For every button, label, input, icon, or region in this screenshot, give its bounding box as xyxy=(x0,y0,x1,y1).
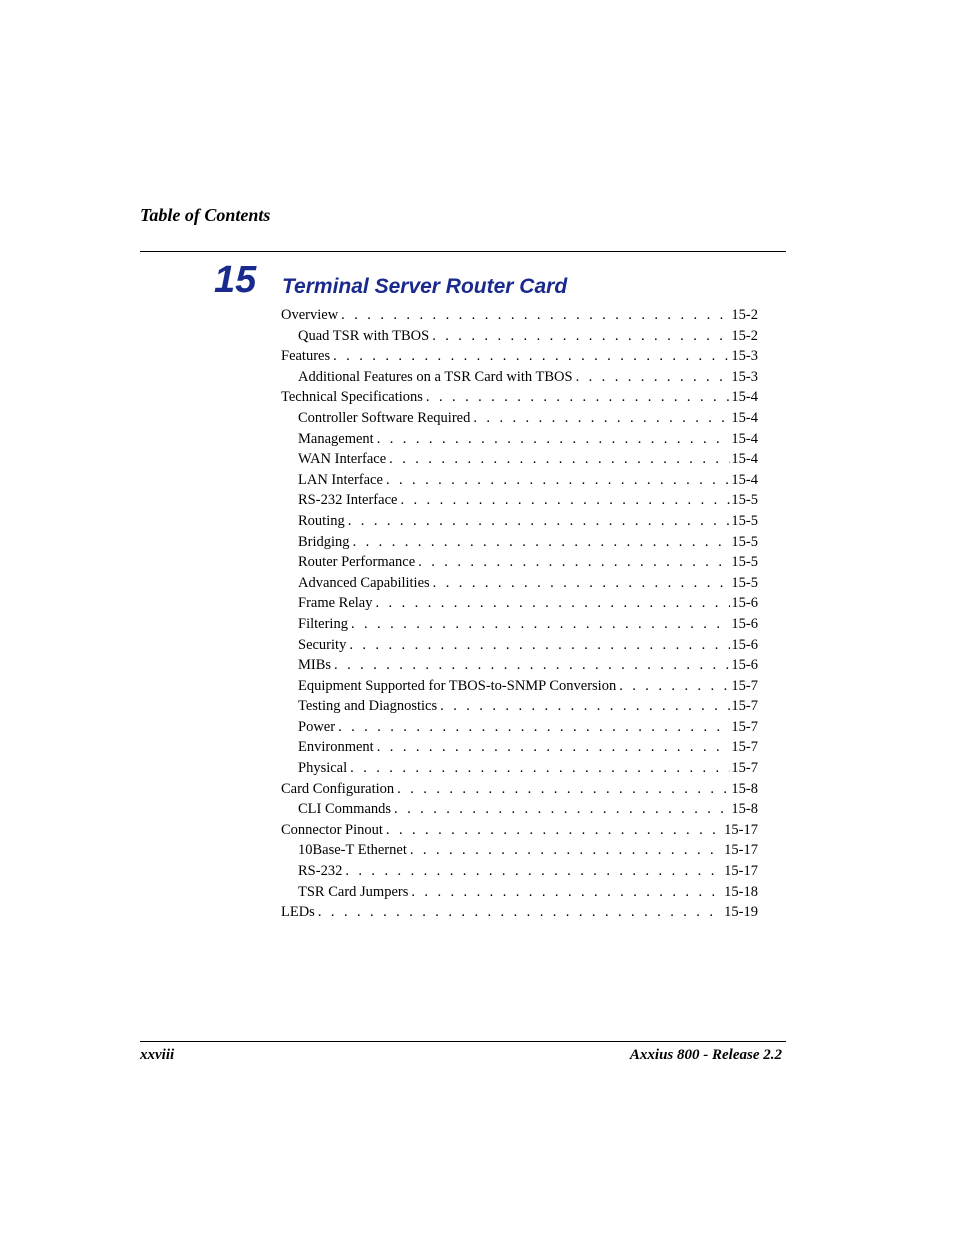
running-head: Table of Contents xyxy=(140,205,271,225)
toc-entry-page: 15-4 xyxy=(731,430,758,447)
toc-entry-page: 15-8 xyxy=(731,780,758,797)
footer-rule xyxy=(140,1041,786,1042)
toc-entry-label: Router Performance xyxy=(298,554,416,571)
toc-entry-page: 15-5 xyxy=(731,512,758,529)
toc-entry-label: Connector Pinout xyxy=(281,821,383,838)
toc-dot-leader xyxy=(350,758,730,779)
toc-dot-leader xyxy=(411,882,723,903)
toc-entry-label: Additional Features on a TSR Card with TBOS xyxy=(298,368,573,385)
toc-entry-page: 15-5 xyxy=(731,492,758,509)
toc-entry[interactable] xyxy=(281,387,758,408)
toc-dot-leader xyxy=(377,429,731,450)
toc-entry[interactable] xyxy=(281,902,758,923)
toc-entry-label: Advanced Capabilities xyxy=(298,574,430,591)
toc-entry[interactable] xyxy=(281,573,758,594)
toc-entry[interactable] xyxy=(281,449,758,470)
toc-entry-label: Card Configuration xyxy=(281,780,395,797)
toc-entry[interactable] xyxy=(281,614,758,635)
toc-entry[interactable] xyxy=(281,676,758,697)
toc-entry[interactable] xyxy=(281,779,758,800)
toc-entry-page: 15-4 xyxy=(731,409,758,426)
toc-entry-label: Security xyxy=(298,636,347,653)
toc-entry[interactable] xyxy=(281,593,758,614)
toc-dot-leader xyxy=(394,799,730,820)
toc-entry-page: 15-17 xyxy=(724,842,758,859)
toc-dot-leader xyxy=(397,779,730,800)
toc-entry[interactable] xyxy=(281,532,758,553)
toc-entry-page: 15-7 xyxy=(731,677,758,694)
toc-entry-label: Frame Relay xyxy=(298,595,373,612)
toc-entry[interactable] xyxy=(281,429,758,450)
toc-dot-leader xyxy=(333,346,730,367)
toc-entry[interactable] xyxy=(281,408,758,429)
toc-dot-leader xyxy=(410,840,723,861)
toc-entry[interactable] xyxy=(281,840,758,861)
toc-entry-label: Management xyxy=(298,430,374,447)
toc-entry-page: 15-19 xyxy=(724,904,758,921)
toc-entry[interactable] xyxy=(281,655,758,676)
toc-entry-label: LAN Interface xyxy=(298,471,383,488)
toc-entry-page: 15-7 xyxy=(731,698,758,715)
toc-dot-leader xyxy=(576,367,731,388)
toc-entry-label: Equipment Supported for TBOS-to-SNMP Conversion xyxy=(298,677,617,694)
toc-entry-page: 15-2 xyxy=(731,307,758,323)
toc-dot-leader xyxy=(433,573,731,594)
toc-entry[interactable] xyxy=(281,305,758,326)
toc-entry-label: Features xyxy=(281,348,331,365)
toc-dot-leader xyxy=(400,490,730,511)
toc-dot-leader xyxy=(377,737,731,758)
header-rule xyxy=(140,251,786,252)
toc-entry-label: Technical Specifications xyxy=(281,389,423,406)
toc-entry[interactable] xyxy=(281,799,758,820)
toc-dot-leader xyxy=(426,387,730,408)
toc-entry-label: Overview xyxy=(281,307,339,323)
toc-entry-label: LEDs xyxy=(281,904,315,921)
toc-entry[interactable] xyxy=(281,470,758,491)
chapter-number: 15 xyxy=(214,259,257,301)
chapter-title: Terminal Server Router Card xyxy=(282,275,568,298)
toc-list xyxy=(281,305,758,923)
toc-entry-label: Filtering xyxy=(298,615,348,632)
toc-dot-leader xyxy=(349,635,730,656)
toc-entry-label: Bridging xyxy=(298,533,350,550)
toc-entry[interactable] xyxy=(281,552,758,573)
toc-dot-leader xyxy=(418,552,730,573)
toc-dot-leader xyxy=(348,511,731,532)
toc-entry-label: Quad TSR with TBOS xyxy=(298,327,430,344)
toc-dot-leader xyxy=(619,676,730,697)
toc-dot-leader xyxy=(386,820,723,841)
toc-dot-leader xyxy=(353,532,731,553)
toc-entry-label: RS-232 Interface xyxy=(298,492,398,509)
toc-dot-leader xyxy=(334,655,730,676)
toc-entry-page: 15-5 xyxy=(731,574,758,591)
toc-entry-label: MIBs xyxy=(298,657,332,674)
toc-dot-leader xyxy=(473,408,730,429)
toc-entry-page: 15-7 xyxy=(731,739,758,756)
toc-entry-page: 15-7 xyxy=(731,760,758,777)
toc-entry[interactable] xyxy=(281,882,758,903)
toc-entry-page: 15-3 xyxy=(731,368,758,385)
toc-entry[interactable] xyxy=(281,820,758,841)
footer-page-number: xxviii xyxy=(140,1047,175,1063)
toc-dot-leader xyxy=(432,326,730,347)
toc-entry[interactable] xyxy=(281,717,758,738)
toc-entry-label: WAN Interface xyxy=(298,451,387,468)
toc-entry-page: 15-17 xyxy=(724,821,758,838)
toc-dot-leader xyxy=(338,717,730,738)
toc-dot-leader xyxy=(440,696,730,717)
toc-entry-label: TSR Card Jumpers xyxy=(298,883,409,900)
toc-entry-page: 15-4 xyxy=(731,471,758,488)
toc-entry[interactable] xyxy=(281,737,758,758)
toc-dot-leader xyxy=(318,902,723,923)
toc-entry-label: Routing xyxy=(298,512,345,529)
toc-entry-page: 15-6 xyxy=(731,657,758,674)
toc-entry-label: RS-232 xyxy=(298,863,343,880)
toc-entry-page: 15-18 xyxy=(724,883,758,900)
toc-entry-page: 15-6 xyxy=(731,595,758,612)
toc-entry-label: Physical xyxy=(298,760,348,777)
toc-entry[interactable] xyxy=(281,758,758,779)
toc-entry-page: 15-3 xyxy=(731,348,758,365)
toc-dot-leader xyxy=(345,861,723,882)
toc-entry-page: 15-6 xyxy=(731,636,758,653)
toc-dot-leader xyxy=(386,470,730,491)
toc-dot-leader xyxy=(341,305,730,326)
toc-dot-leader xyxy=(389,449,730,470)
footer-product: Axxius 800 - Release 2.2 xyxy=(629,1047,782,1063)
toc-entry-label: 10Base-T Ethernet xyxy=(298,842,407,859)
toc-entry-page: 15-2 xyxy=(731,327,758,344)
toc-entry[interactable] xyxy=(281,346,758,367)
toc-entry[interactable] xyxy=(281,367,758,388)
toc-entry-page: 15-4 xyxy=(731,389,758,406)
toc-entry-page: 15-17 xyxy=(724,863,758,880)
toc-dot-leader xyxy=(351,614,730,635)
toc-dot-leader xyxy=(376,593,731,614)
toc-entry-page: 15-5 xyxy=(731,554,758,571)
toc-entry-label: Power xyxy=(298,718,336,735)
toc-entry-label: Testing and Diagnostics xyxy=(298,698,438,715)
toc-entry-label: Environment xyxy=(298,739,374,756)
toc-entry-page: 15-4 xyxy=(731,451,758,468)
toc-entry[interactable] xyxy=(281,326,758,347)
toc-entry-page: 15-6 xyxy=(731,615,758,632)
toc-entry-page: 15-7 xyxy=(731,718,758,735)
toc-entry[interactable] xyxy=(281,635,758,656)
toc-entry[interactable] xyxy=(281,696,758,717)
toc-entry-label: Controller Software Required xyxy=(298,409,471,426)
toc-entry-page: 15-5 xyxy=(731,533,758,550)
toc-entry-label: CLI Commands xyxy=(298,801,392,818)
toc-entry[interactable] xyxy=(281,861,758,882)
toc-entry-page: 15-8 xyxy=(731,801,758,818)
toc-entry[interactable] xyxy=(281,490,758,511)
toc-entry[interactable] xyxy=(281,511,758,532)
